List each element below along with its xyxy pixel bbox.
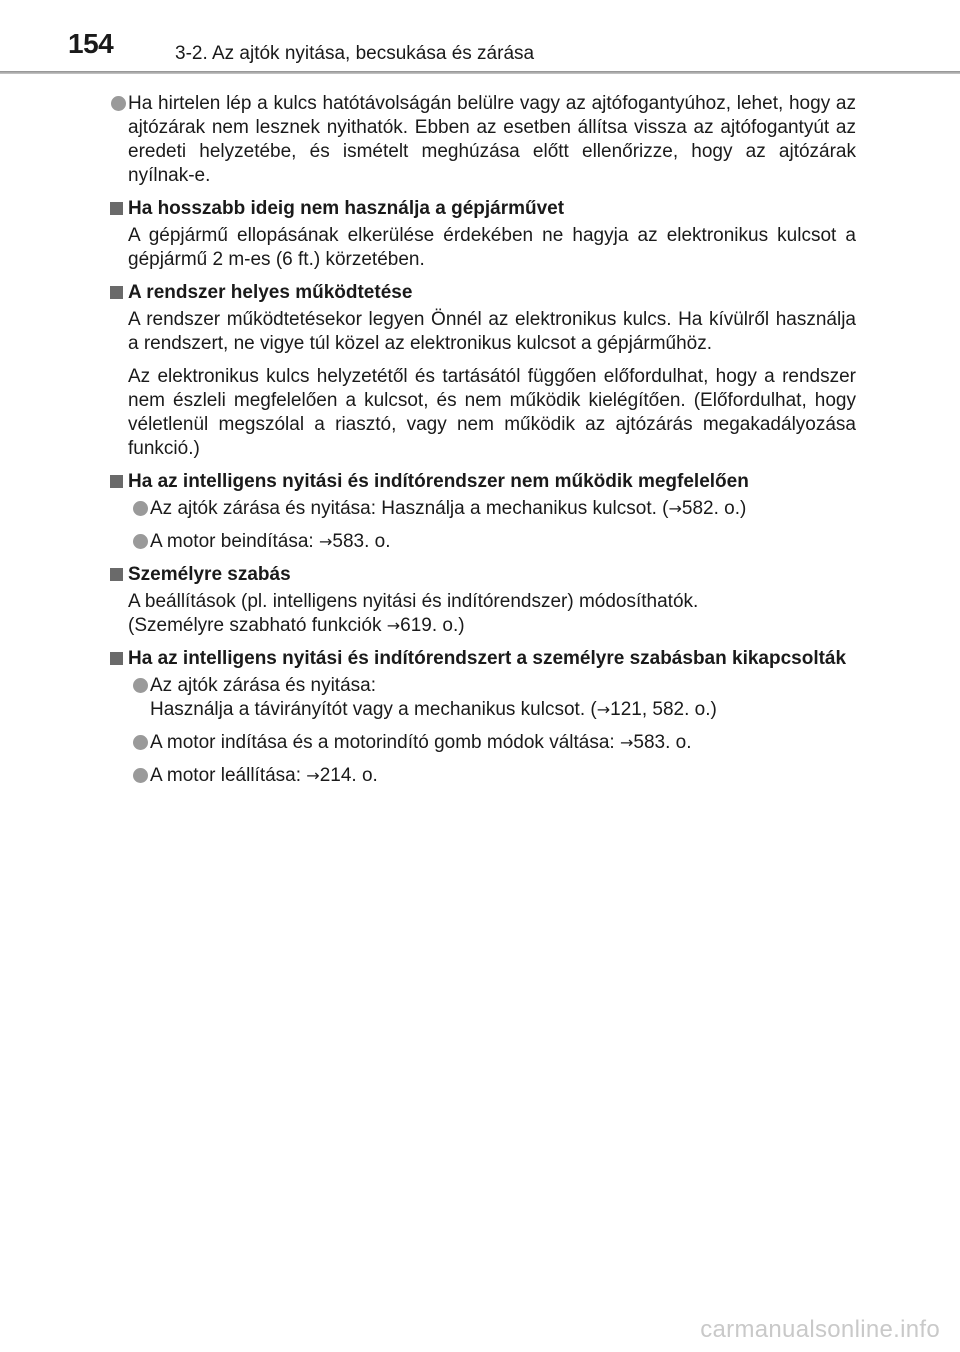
paragraph [106,224,856,272]
paragraph-text: Az elektronikus kulcs helyzetétől és tartásától függően előfordulhat, hogy a rendszer nem észleli megfelelően a kulcsot, és nem működik kielégítően. (Előfordulhat, hogy véletlenül megszólal a riasztó, vagy nem működik az ajtózárás megakadályozása funkció.) [128,366,856,459]
section-heading [106,563,856,587]
section-title: 3-2. Az ajtók nyitása, becsukása és zárása [175,43,535,64]
paragraph [106,590,856,638]
arrow-icon: → [596,700,611,719]
paragraph [106,308,856,356]
header-rule [0,71,960,74]
bullet-text: Az ajtók zárása és nyitása: [150,675,376,696]
arrow-icon: → [619,733,634,752]
section-heading [106,197,856,221]
section-heading [106,647,856,671]
arrow-icon: → [319,532,333,551]
heading-text: Ha az intelligens nyitási és indítórendszer nem működik megfelelően [128,471,749,492]
paragraph-text: A gépjármű ellopásának elkerülése érdekében ne hagyja az elektronikus kulcsot a gépjármű 2 m-es (6 ft.) körzetében. [128,225,856,270]
page-number: 154 [68,28,114,59]
page-header [0,0,960,64]
bullet-dot-icon [133,678,148,693]
bullet-dot-icon [133,735,148,750]
bullet-item [106,731,856,755]
page-content [106,92,856,797]
square-bullet-icon [110,475,123,488]
section-heading [106,470,856,494]
arrow-icon: → [668,499,682,518]
bullet-text: A motor beindítása: →583. o. [150,531,391,552]
square-bullet-icon [110,568,123,581]
bullet-text: Használja a távirányítót vagy a mechanikus kulcsot. (→121, 582. o.) [150,699,717,720]
watermark: carmanualsonline.info [700,1316,940,1343]
bullet-dot-icon [133,768,148,783]
bullet-item [106,764,856,788]
bullet-text: A motor indítása és a motorindító gomb módok váltása: →583. o. [150,732,692,753]
bullet-item [106,497,856,521]
heading-text: Személyre szabás [128,564,291,585]
section-heading [106,281,856,305]
paragraph-text: A rendszer működtetésekor legyen Önnél az elektronikus kulcs. Ha kívülről használja a rendszert, ne vigye túl közel az elektronikus kulcsot a gépjárműhöz. [128,309,856,354]
square-bullet-icon [110,286,123,299]
bullet-text: A motor leállítása: →214. o. [150,765,378,786]
bullet-item [106,92,856,188]
paragraph-text: A beállítások (pl. intelligens nyitási és indítórendszer) módosíthatók. [128,591,699,612]
heading-text: Ha hosszabb ideig nem használja a gépjárművet [128,198,565,219]
square-bullet-icon [110,202,123,215]
bullet-dot-icon [111,96,126,111]
square-bullet-icon [110,652,123,665]
bullet-dot-icon [133,501,148,516]
bullet-text: Az ajtók zárása és nyitása: Használja a mechanikus kulcsot. (→582. o.) [150,498,747,519]
bullet-dot-icon [133,534,148,549]
bullet-item [106,674,856,722]
paragraph-text: (Személyre szabható funkciók →619. o.) [128,615,465,636]
heading-text: Ha az intelligens nyitási és indítórendszert a személyre szabásban kikapcsolták [128,648,847,669]
paragraph [106,365,856,461]
bullet-text: Ha hirtelen lép a kulcs hatótávolságán belülre vagy az ajtófogantyúhoz, lehet, hogy az ajtózárak nem lesznek nyithatók. Ebben az esetben állítsa vissza az ajtófogantyút az eredeti helyzetébe, és ismételt meghúzása előtt ellenőrizze, hogy az ajtózárak nyílnak-e. [128,93,856,186]
arrow-icon: → [386,616,401,635]
arrow-icon: → [306,766,320,785]
heading-text: A rendszer helyes működtetése [128,282,413,303]
bullet-item [106,530,856,554]
